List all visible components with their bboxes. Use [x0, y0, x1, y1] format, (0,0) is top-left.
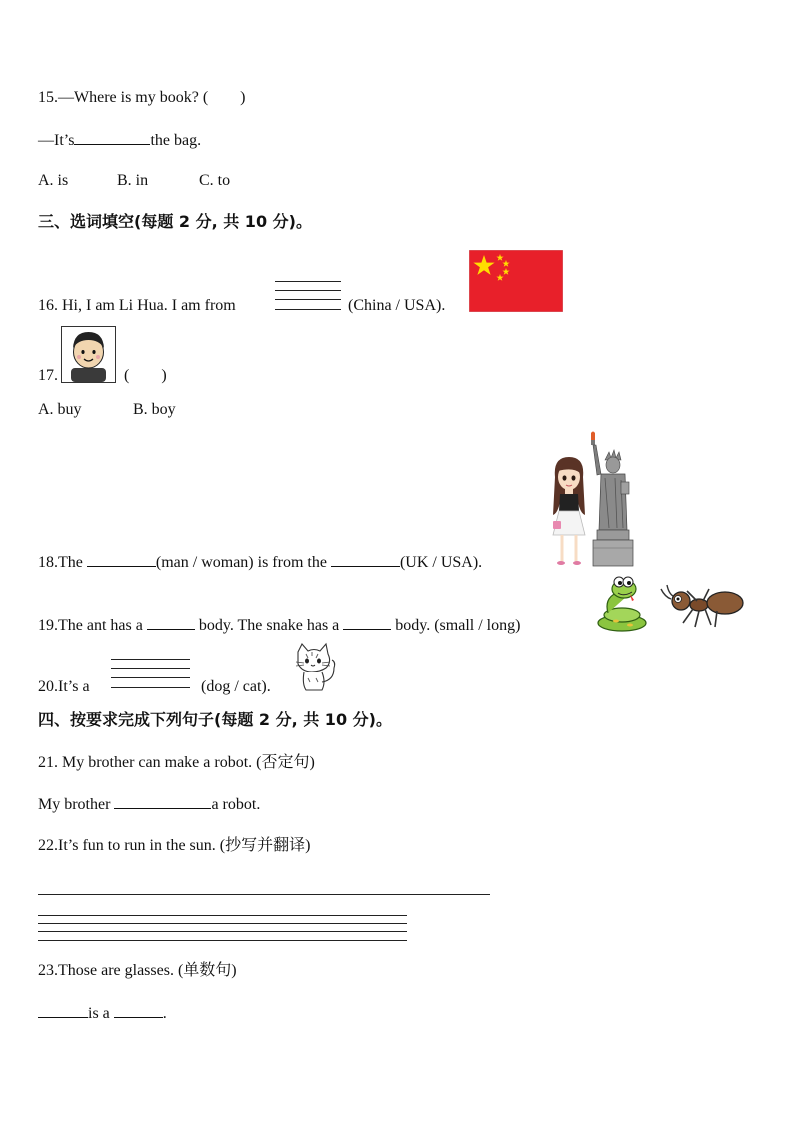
q15-blank[interactable] — [74, 130, 150, 145]
q21-answer-suffix: a robot. — [211, 796, 261, 813]
q16-choices: (China / USA). — [348, 297, 446, 314]
q15-answer-prefix: —It’s — [38, 132, 75, 149]
q15-option-c[interactable]: C. to — [199, 172, 231, 189]
q15-answer — [38, 130, 201, 151]
q23-question: 23.Those are glasses. (单数句) — [38, 962, 237, 979]
q22-copy-lines[interactable] — [38, 915, 407, 941]
section3-title: 三、选词填空(每题 2 分, 共 10 分)。 — [38, 212, 312, 231]
q20-writing-lines[interactable] — [111, 658, 190, 690]
q15-options — [38, 171, 230, 191]
q19-suffix: body. (small / long) — [395, 617, 521, 634]
q18-blank-1[interactable] — [87, 552, 156, 567]
boy-icon — [61, 326, 116, 383]
q15-option-a[interactable]: A. is — [38, 172, 69, 189]
q19-middle: body. The snake has a — [198, 617, 340, 634]
q23-blank-2[interactable] — [114, 1003, 163, 1018]
q17-paren[interactable]: ( ) — [124, 367, 167, 384]
q21-answer — [38, 794, 260, 815]
q18-line — [38, 552, 482, 573]
q17-option-a[interactable]: A. buy — [38, 401, 82, 418]
q21-answer-prefix: My brother — [38, 796, 111, 813]
q17-option-b[interactable]: B. boy — [133, 401, 176, 418]
q18-prefix: 18.The — [38, 554, 83, 571]
q16-writing-lines[interactable] — [275, 280, 341, 312]
cat-icon — [290, 642, 340, 692]
q17-options — [38, 400, 176, 420]
q19-blank-2[interactable] — [343, 615, 391, 630]
section4-title: 四、按要求完成下列句子(每题 2 分, 共 10 分)。 — [38, 710, 392, 729]
q16-prefix: 16. Hi, I am Li Hua. I am from — [38, 297, 236, 314]
q18-blank-2[interactable] — [331, 552, 400, 567]
q20-prefix: 20.It’s a — [38, 678, 90, 695]
ant-icon — [657, 583, 747, 631]
q20-choices: (dog / cat). — [201, 678, 271, 695]
q15-option-b[interactable]: B. in — [117, 172, 149, 189]
girl-icon — [549, 455, 589, 569]
q23-answer-suffix: . — [162, 1005, 167, 1022]
q15-answer-suffix: the bag. — [150, 132, 202, 149]
q23-blank-1[interactable] — [38, 1003, 88, 1018]
q22-question: 22.It’s fun to run in the sun. (抄写并翻译) — [38, 837, 311, 854]
q22-translation-line[interactable] — [38, 894, 490, 895]
q21-question: 21. My brother can make a robot. (否定句) — [38, 754, 315, 771]
q19-blank-1[interactable] — [147, 615, 195, 630]
snake-icon — [594, 575, 650, 633]
statue-of-liberty-icon — [585, 430, 640, 568]
q19-prefix: 19.The ant has a — [38, 617, 143, 634]
q17-number: 17. — [38, 367, 58, 384]
q23-answer-middle: is a — [88, 1005, 110, 1022]
q16-line — [38, 296, 236, 316]
q21-blank[interactable] — [114, 794, 211, 809]
q19-line — [38, 615, 520, 636]
q18-middle: (man / woman) is from the — [155, 554, 327, 571]
china-flag-icon — [469, 250, 563, 312]
q23-answer — [38, 1003, 167, 1024]
q15-question: 15.—Where is my book? ( ) — [38, 89, 246, 106]
q18-suffix: (UK / USA). — [399, 554, 483, 571]
